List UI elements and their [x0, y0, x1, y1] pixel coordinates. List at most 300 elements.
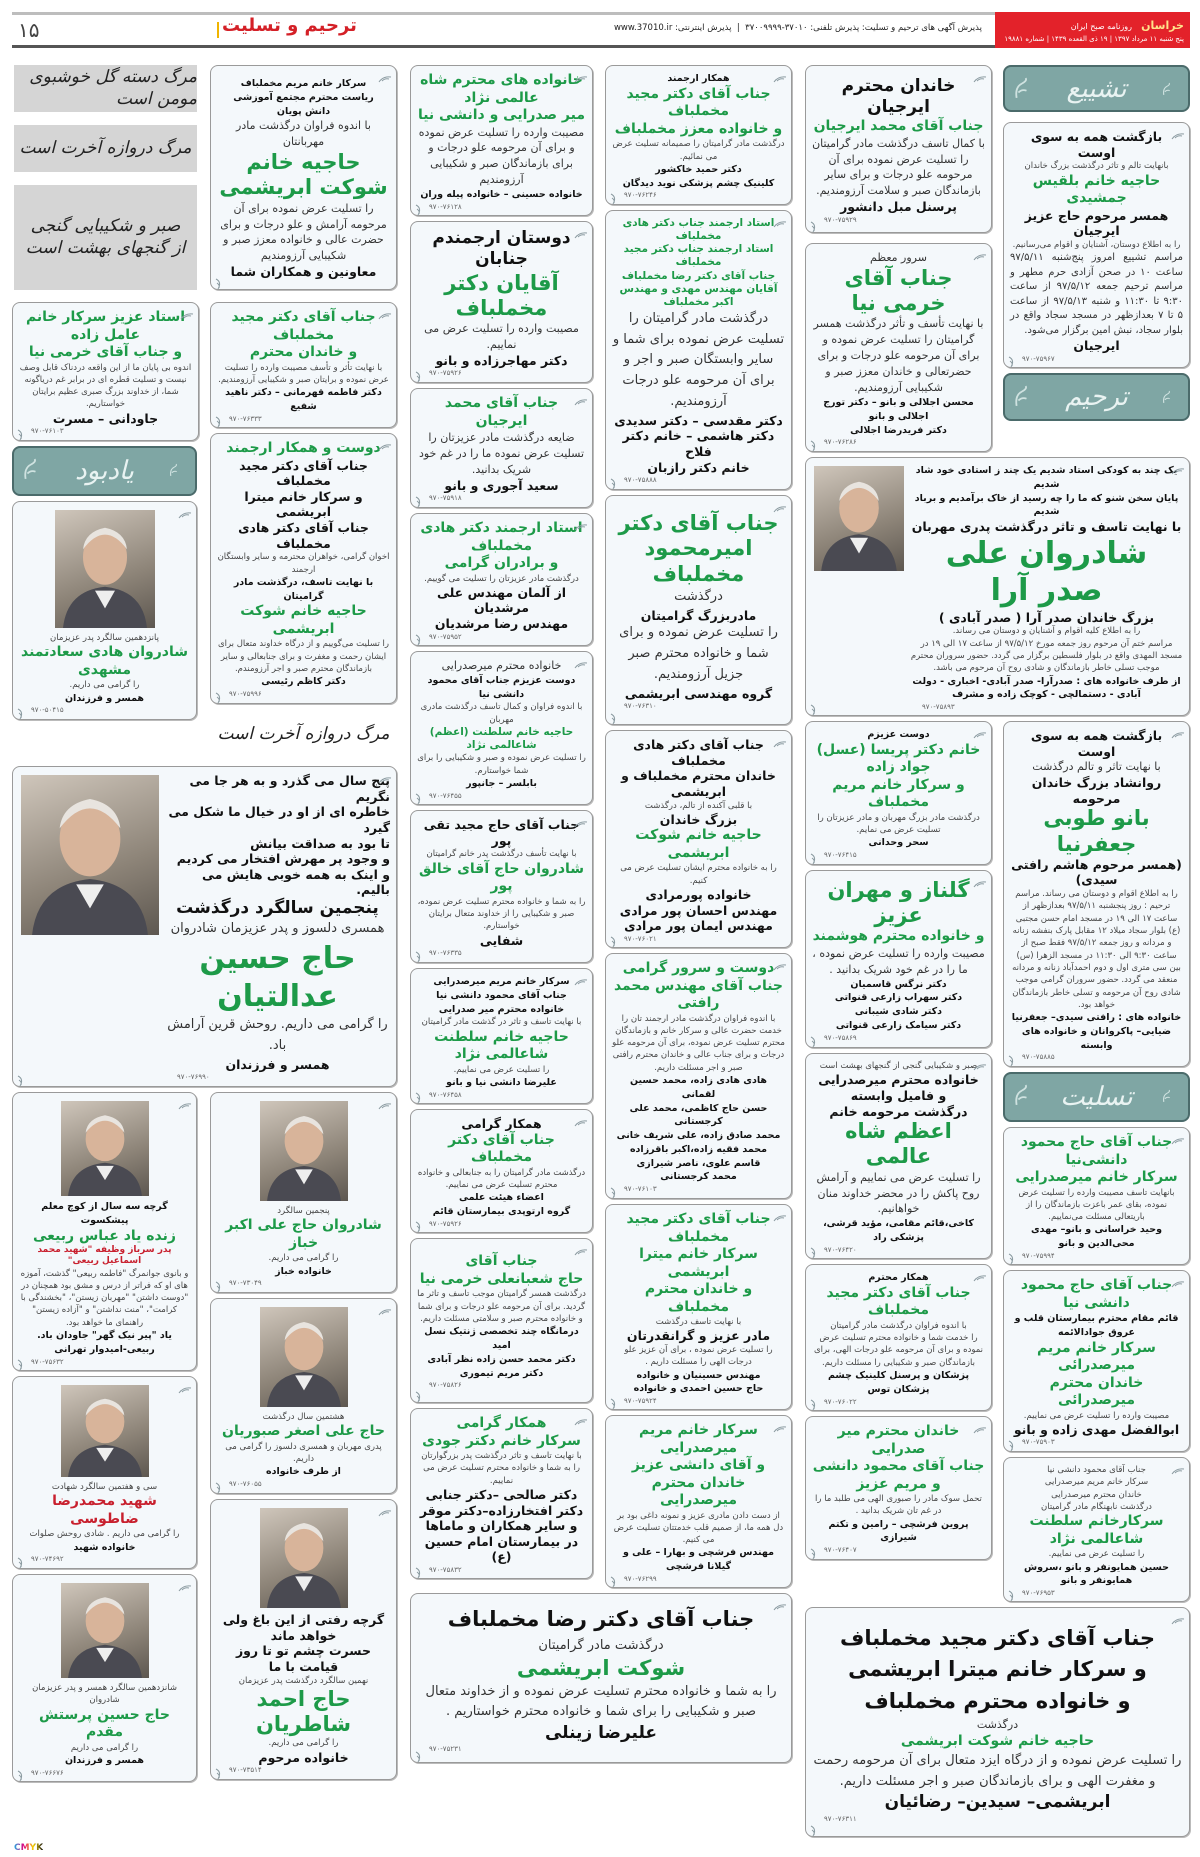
ad-code: ۹۷۰-۷۶۶۷۶: [31, 1768, 64, 1777]
notice-line: و وجود پر مهرش افتخار می کردیم: [176, 851, 390, 867]
banner-title: تشییع: [1066, 73, 1127, 104]
condolence-notice: [410, 65, 593, 216]
notice-line: جناب آقای: [465, 1253, 538, 1270]
section-banner: [1003, 373, 1190, 421]
portrait-photo: [260, 1508, 348, 1608]
condolence-notice: [210, 1092, 397, 1293]
quote-line: مرگ دروازه آخرت است: [217, 724, 390, 745]
notice-line: را گرامی می داریم.: [69, 680, 140, 691]
notice-line: با کمال تاسف درگذشت مادر گرامیتان را تسلیت عرض نموده برای آن مرحومه علو درجات و برای سایر بازماندگان صبر و سلامت آرزومندیم.: [812, 136, 985, 198]
floral-ornament-icon: [1007, 1052, 1017, 1064]
condolence-notice: [805, 1416, 992, 1560]
notice-line: سرکار خانم مریم میرصدرائی: [1037, 1339, 1156, 1374]
notice-line: خانواده حسینی – خانواده پیله وران: [420, 189, 583, 201]
notice-line: را گرامی می داریم.: [268, 1253, 339, 1264]
notice-line: دکتر مریم تیموری: [459, 1367, 544, 1379]
floral-ornament-icon: [1156, 73, 1178, 87]
notice-line: ابوالفضل مهدی زاده و بانو: [1013, 1421, 1180, 1437]
notice-line: و خاندان محترم: [249, 344, 358, 360]
floral-ornament-icon: [378, 1301, 392, 1309]
notice-line: را خدمت شما و خانواده محترم تسلیت عرض نموده و برای آن مرحومه علو درجات الهی، برای بازماندگان صبر و شکیبایی را مسئلت داریم.: [813, 1333, 984, 1368]
notice-line: و مریم عزیز: [856, 1475, 941, 1492]
notice-line: خانم دکتر پریسا (عسل) جواد زاده: [816, 741, 981, 776]
section-divider: [217, 22, 219, 38]
floral-ornament-icon: [16, 426, 26, 438]
notice-line: بزرگ خاندان صدر آرا ( صدر آبادی ): [938, 609, 1155, 625]
floral-ornament-icon: [609, 1395, 619, 1407]
submission-info: پذیرش آگهی های ترحیم و تسلیت: پذیرش تلفنی: ۳۷۰۱۰-۳۷۰۰۹۹۹۹ | پذیرش اینترنتی: www.37010.ir: [613, 23, 982, 33]
floral-ornament-icon: [609, 475, 619, 487]
notice-line: سرور معظم: [870, 251, 927, 264]
notice-line: مصیبت وارده را تسلیت عرض می نماییم.: [424, 321, 579, 351]
notice-line: هادی هادی زاده، محمد حسین لقمانی: [629, 1075, 768, 1100]
notice-line: سرکار خانم مریم مخملباف: [240, 78, 367, 90]
notice-line: خانواده خباز: [275, 1265, 332, 1277]
notice-line: را به اطلاع کلیه اقوام و آشنایان و دوستان می رساند.: [952, 626, 1141, 637]
notice-line: درگذشت مادر گرامیتان را تسلیت عرض نموده برای شما و سایر وابستگان صبر و اجر و برای آن مرحومه علو درجات آرزومندیم.: [612, 310, 785, 410]
notice-line: درگذشت: [976, 1718, 1019, 1732]
notice-line: و سرکار خانم مریم مخملباف: [832, 776, 965, 811]
ad-code: ۹۷۰-۷۶۴۰۷: [824, 1546, 857, 1555]
notice-line: مهندس فرشچی و بهارا – علی و گیلانا فرشچی: [622, 1547, 775, 1573]
floral-ornament-icon: [973, 1056, 987, 1064]
notice-line: شوکت ابریشمی: [219, 175, 388, 200]
ad-code: ۹۷۰-۷۳۰۴۹: [229, 1279, 262, 1288]
notice-line: ابریشمی– سیدین– رضائیان: [884, 1792, 1111, 1813]
notice-line: از طرف خانواده: [266, 1466, 341, 1478]
quote-box: [14, 125, 197, 172]
ad-code: ۹۷۰-۷۶۳۳۳: [229, 414, 262, 423]
floral-ornament-icon: [214, 275, 224, 287]
floral-ornament-icon: [809, 850, 819, 862]
floral-ornament-icon: [809, 1033, 819, 1045]
notice-line: محسن اجلالی و بانو – دکتر تورج اجلالی و بانو: [823, 397, 974, 422]
floral-ornament-icon: [1156, 381, 1178, 395]
notice-line: دوست عزیزم: [867, 729, 930, 740]
notice-line: و سایر همکاران و ماماها: [425, 1518, 578, 1534]
ad-code: ۹۷۰-۷۵۸۳۲: [429, 1566, 462, 1575]
condolence-notice: [210, 302, 397, 428]
notice-line: را تسلیت عرض نموده برای آن مرحومه آرامش و علو درجات و برای حضرت عالی و خانواده معزز صبر و شکیبایی آرزومندیم: [220, 201, 387, 263]
floral-ornament-icon: [773, 498, 787, 506]
floral-ornament-icon: [378, 769, 392, 777]
notice-line: معاونین و همکاران شما: [230, 264, 377, 280]
notice-line: شهید محمدرضا ضاطوسی: [52, 1493, 157, 1527]
notice-line: مهندس حسینیان و خانواده: [636, 1369, 761, 1381]
web-info[interactable]: پذیرش اینترنتی: www.37010.ir: [613, 23, 732, 33]
notice-line: حسرت چشم تو تا روز قیامت با ما: [235, 1643, 372, 1674]
notice-line: همکار گرامی: [461, 1116, 542, 1131]
ad-code: ۹۷۰-۷۵۸۸۵: [1022, 1053, 1055, 1062]
floral-ornament-icon: [773, 733, 787, 741]
notice-line: یاد "پیر نیک گهر" جاودان باد.: [37, 1330, 172, 1342]
floral-ornament-icon: [609, 1184, 619, 1196]
floral-ornament-icon: [1007, 1587, 1017, 1599]
notice-line: همسری دلسوز و پدر عزیزمان شادروان: [170, 921, 385, 937]
notice-line: تحمل سوک مادر را صبوری الهی می طلبد ما را در غم تان شریک بدانید .: [815, 1494, 982, 1517]
notice-line: ضیایی– پاکروانان و خانواده های وابسته: [1021, 1025, 1172, 1051]
floral-ornament-icon: [163, 454, 185, 468]
ad-code: ۹۷۰-۷۶۲۴۶: [624, 191, 657, 200]
ad-code: ۹۷۰-۷۶۱۲۸: [429, 203, 462, 212]
notice-line: قاسم علوی، ناصر شیرازی: [636, 1157, 761, 1169]
ad-code: ۹۷۰-۷۳۵۱۴: [229, 1766, 262, 1775]
floral-ornament-icon: [1156, 1080, 1178, 1094]
notice-line: را تسلیت عرض نموده ، برای آن عزیز علو درجات الهی را مسئلت داریم .: [624, 1344, 773, 1368]
notice-line: جناب آقای دکتر رضا مخملباف: [621, 269, 776, 282]
portrait-photo: [61, 1583, 149, 1678]
portrait-photo: [814, 466, 904, 571]
ad-code: ۹۷۰-۷۶۳۳۵: [429, 949, 462, 958]
floral-ornament-icon: [574, 68, 588, 76]
ad-code: ۹۷۰-۷۵۸۲۶: [429, 1381, 462, 1390]
newspaper-slogan: روزنامه صبح ایران: [1070, 22, 1133, 31]
notice-line: استاد عزیز سرکار خانم عامل زاده: [25, 309, 186, 343]
floral-ornament-icon: [214, 1479, 224, 1491]
floral-ornament-icon: [1171, 125, 1185, 133]
condolence-notice: [1003, 1127, 1190, 1265]
notice-line: دکتر مهاجرزاده و بانو: [435, 352, 568, 368]
notice-line: با اندوه فراوان درگذشت مادر ارجمند تان را خدمت حضرت عالی و سرکار خانم و بازماندگان محترم تسلیت عرض نموده، برای آن مرحومه علو درجات و برای جناب عالی و خاندان محترم رافتی صبر و اجر مسئلت داریم.: [612, 1013, 785, 1073]
notice-line: و سرکار خانم میترا ابریشمی: [244, 488, 363, 520]
floral-ornament-icon: [809, 701, 819, 713]
notice-line: دوستان ارجمندم جنابان: [432, 228, 571, 270]
portrait-photo: [61, 1101, 149, 1196]
notice-line: با اندوه فراوان و کمال تاسف درگذشت مادری مهربان: [420, 702, 583, 725]
notice-line: مادربزرگ گرامیتان: [640, 607, 757, 623]
notice-line: سرکار خانم مریم میرصدرایی: [433, 976, 570, 987]
notice-line: را تسلیت عرض نموده و از درگاه ایزد متعال برای آن مرحومه رحمت و مغفرت الهی و برای بازماندگان صبر و اجر مسئلت داریم.: [813, 1752, 1182, 1789]
ad-code: ۹۷۰-۷۵۹۶۷: [1022, 354, 1055, 363]
ad-code: ۹۷۰-۷۶۲۹۹: [624, 1574, 657, 1583]
notice-line: قائم مقام محترم بیمارستان قلب و عروق جوادالائمه: [1014, 1313, 1179, 1338]
condolence-notice: [805, 65, 992, 233]
notice-line: بابلسر – جانپور: [466, 777, 537, 789]
notice-line: دکتر حمید خاکشور: [655, 163, 742, 175]
floral-ornament-icon: [1007, 1250, 1017, 1262]
floral-ornament-icon: [574, 1241, 588, 1249]
notice-line: مراسم تشییع امروز پنج‌شنبه ۹۷/۵/۱۱ ساعت ۱۰ در صحن آزادی حرم مطهر و مراسم ترحیم جمعه ۹۷/۵/۱۲ از ساعت ۹:۳۰ تا ۱۱:۳۰ و شنبه ۹۷/۵/۱۳ از ساعت ۵ تا ۷ بعدازظهر در مسجد سجاد واقع در بلوار سجاد، نبش امین برگزار می‌شود.: [1010, 252, 1184, 336]
notice-line: بانو طوبی جعفرنیا: [1043, 806, 1150, 856]
notice-line: در بیمارستان امام حسین (ع): [424, 1533, 579, 1565]
ad-code: ۹۷۰-۷۵۹۱۸: [429, 494, 462, 503]
condolence-notice: [410, 651, 593, 805]
notice-line: پدری مهربان و همسری دلسوز را گرامی می داریم.: [225, 1441, 382, 1465]
condolence-notice: [410, 1238, 593, 1403]
notice-line: درگذشت همسر گرامیتان موجب تاسف و تاثر ما گردید. برای آن مرحومه علو درجات و برای شما و خانواده محترم صبر و سلامتی مسئلت داریم.: [417, 1289, 586, 1324]
notice-line: اندوه بی پایان ما از این واقعه دردناک قابل وصف نیست و تسلیت قطره ای در برابر غم دریاگونه شما، از خداوند بزرگ صبری عظیم برایتان خواستاریم.: [19, 362, 192, 410]
notice-line: مصیبت وارده را تسلیت عرض نموده ، ما را در غم خود شریک بدانید .: [812, 946, 985, 976]
floral-ornament-icon: [973, 873, 987, 881]
floral-ornament-icon: [973, 246, 987, 254]
ad-code: ۹۷۰-۷۵۹۰۳: [1022, 1438, 1055, 1447]
floral-ornament-icon: [178, 1095, 192, 1103]
notice-line: جناب آقای خرمی نیا: [844, 265, 953, 316]
notice-line: دکتر فریدرضا اجلالی: [850, 424, 947, 436]
floral-ornament-icon: [16, 705, 26, 717]
floral-ornament-icon: [973, 724, 987, 732]
notice-line: و آقای دانشی عزیز: [631, 1457, 766, 1473]
notice-line: را تسلیت عرض نموده و برای شما و خانواده محترم صبر جزیل آرزومندیم.: [619, 625, 778, 682]
notice-line: مادر عزیز و گرانقدرتان: [626, 1328, 771, 1344]
ad-code: ۹۷۰-۵۰۴۱۵: [31, 706, 64, 715]
ad-code: ۹۷۰-۷۵۹۲۹: [824, 215, 857, 224]
notice-line: حسین همایونفر و بانو ،سروش همایونفر و بانو: [1024, 1561, 1169, 1587]
ad-code: ۹۷۰-۷۴۶۹۲: [31, 1555, 64, 1564]
notice-line: مهندس رضا مرشدیان: [434, 616, 569, 632]
notice-line: از طرف خانواده های : صدرآرا- صدر آبادی- اخباری - دولت آبادی - دستمالچی - کوچک زاده و مشرف: [912, 675, 1181, 701]
notice-line: همسر و فرزندان: [64, 692, 145, 704]
notice-line: حاجیه خانم: [246, 150, 361, 175]
notice-line: جناب آقای محمود دانشی: [812, 1458, 985, 1474]
floral-ornament-icon: [378, 1502, 392, 1510]
notice-line: با قلبی آکنده از تالم، درگذشت: [644, 800, 753, 811]
floral-ornament-icon: [178, 1577, 192, 1585]
floral-ornament-icon: [1171, 724, 1185, 732]
condolence-notice: [210, 433, 397, 704]
notice-line: را گرامی می داریم. روحش قرین آرامش باد.: [167, 1017, 388, 1053]
floral-ornament-icon: [574, 516, 588, 524]
floral-ornament-icon: [574, 224, 588, 232]
notice-line: با نهایت تأثر و تأسف مصیبت وارده را تسلیت عرض نموده و برایتان صبر و شکیبایی آرزومندیم.: [218, 362, 389, 385]
floral-ornament-icon: [809, 437, 819, 449]
ad-code: ۹۷۰-۷۶۳۱۱: [824, 1814, 857, 1823]
floral-ornament-icon: [22, 456, 40, 482]
condolence-notice: [410, 810, 593, 963]
notice-line: درگذشت مادر بزرگ مهربان و مادر عزیزتان را تسلیت عرض می نمایم.: [817, 812, 980, 836]
notice-line: را گرامی می داریم: [70, 1742, 139, 1753]
condolence-notice: [410, 968, 593, 1104]
notice-line: سی و هفتمین سالگرد شهادت: [51, 1482, 158, 1492]
notice-line: جناب آقای دکتر مجید مخملباف: [231, 309, 376, 343]
ad-code: ۹۷۰-۷۶۰۲۱: [624, 934, 657, 943]
notice-line: حاجیه خانم شوکت ابریشمی: [240, 603, 367, 637]
floral-ornament-icon: [414, 790, 424, 802]
condolence-notice: [410, 513, 593, 646]
ad-code: ۹۷۰-۷۵۹۵۲: [429, 632, 462, 641]
notice-line: همکار گرامی: [456, 1415, 547, 1431]
floral-ornament-icon: [1171, 1273, 1185, 1281]
notice-line: حاج حسین احمدی و خانواده: [633, 1383, 764, 1395]
notice-line: جناب آقای دکتر مجید مخملباف: [826, 1284, 971, 1319]
notice-line: با اندوه فراوان درگذشت مادر مهربانتان: [236, 119, 371, 149]
ad-code: ۹۷۰-۷۶۴۵۸: [429, 1090, 462, 1099]
notice-line: تا بود به صداقت بیانش: [250, 835, 390, 851]
floral-ornament-icon: [414, 1564, 424, 1576]
floral-ornament-icon: [609, 933, 619, 945]
ad-code: ۹۷۰-۷۵۹۲۶: [429, 369, 462, 378]
notice-line: بانهایت تالم و تاثر درگذشت بزرگ خاندان: [1024, 161, 1169, 172]
notice-line: سعید آجوری و بانو: [444, 477, 559, 493]
notice-line: درگذشت مادر گرامیتان را صمیمانه تسلیت عرض می نمائیم.: [612, 139, 785, 162]
floral-ornament-icon: [773, 1596, 787, 1604]
notice-line: صبر و شکیبایی گنجی از گنجهای بهشت است: [819, 1061, 978, 1071]
notice-line: را به شما و خانواده محترم تسلیت عرض نموده، صبر و شکیبایی را از خداوند متعال برایتان خواستارم.: [417, 896, 586, 932]
ad-code: ۹۷۰-۷۶۳۱۰: [624, 702, 657, 711]
notice-line: پروین فرشچی – رامین و تکتم شیرازی: [828, 1518, 969, 1544]
notice-line: سرکار خانم مریم میرصدرایی: [1044, 1477, 1149, 1488]
condolence-notice: [410, 221, 593, 383]
ad-code: ۹۷۰-۷۶۰۲۲: [824, 1397, 857, 1406]
floral-ornament-icon: [574, 654, 588, 662]
floral-ornament-icon: [574, 1112, 588, 1120]
floral-ornament-icon: [574, 971, 588, 979]
notice-line: درمانگاه چند تخصصی ژنتیک نسل امید: [424, 1326, 579, 1351]
notice-line: را تسلیت عرض می نماییم.: [453, 1064, 550, 1075]
condolence-notice: [605, 953, 792, 1199]
notice-line: اعظم شاه عالمی: [845, 1119, 952, 1169]
floral-ornament-icon: [1171, 1130, 1185, 1138]
section-banner: [1003, 65, 1190, 112]
floral-ornament-icon: [178, 504, 192, 512]
notice-line: هشتمین سال درگذشت: [262, 1412, 345, 1422]
notice-line: خاندان محترم میرصدرائی: [1049, 1374, 1144, 1409]
condolence-notice: [12, 1092, 197, 1371]
notice-line: گروه مهندسی ابریشمی: [624, 685, 773, 701]
notice-line: دکتر فاطمه قهرمانی – دکتر ناهید شفیع: [225, 387, 382, 412]
floral-ornament-icon: [973, 68, 987, 76]
quote-line: مرگ دروازه آخرت است: [19, 137, 192, 158]
notice-line: حاج احمد شاطریان: [255, 1686, 352, 1736]
notice-line: دوست و سرور گرامی: [622, 960, 775, 976]
notice-line: شفایی: [479, 932, 524, 948]
ad-code: ۹۷۰-۷۶۱۰۳: [624, 1185, 657, 1194]
notice-line: مهندس ایمان پور مرادی: [624, 918, 773, 934]
notice-line: وحید خراسانی و بانو– مهدی محی‌الدین و بانو: [1030, 1224, 1163, 1250]
notice-line: محمد کرجستانی: [660, 1171, 737, 1183]
notice-line: و خانواده محترم هوشمند: [812, 928, 985, 945]
notice-line: با اندوه فراوان درگذشت مادر گرامیتان: [830, 1320, 967, 1331]
portrait-photo: [21, 775, 159, 935]
notice-line: و سرکار خانم میترا ابریشمی: [848, 1657, 1147, 1682]
notice-line: را به اطلاع دوستان، آشنایان و اقوام می‌رسانیم.: [1012, 239, 1181, 250]
notice-line: با نهایت تاسف و تاثر در گذشت مادر گرامیتان: [421, 1017, 582, 1028]
notice-line: محمد فقیه زاده،اکبر باقرزاده: [629, 1143, 768, 1155]
notice-line: ضایعه درگذشت مادر عزیزتان را تسلیت عرض نموده ما را در غم خود شریک بدانید.: [418, 431, 585, 476]
notice-line: حاجیه خانم شوکت ابریشمی: [900, 1733, 1095, 1750]
portrait-photo: [260, 1101, 348, 1201]
notice-line: آقایان دکتر مخملباف: [444, 270, 559, 320]
quote-line: از گنجهای بهشت است: [25, 237, 186, 258]
notice-line: جناب آقای دکتر مخملباف: [448, 1131, 555, 1166]
floral-ornament-icon: [1013, 383, 1031, 409]
condolence-notice: [210, 65, 397, 290]
ad-code: ۹۷۰-۷۶۴۲۰: [824, 1245, 857, 1254]
banner-title: ترحیم: [1065, 382, 1128, 412]
notice-line: حاجیه خانم سلطنت (اعظم) شاعالمی نژاد: [429, 726, 574, 752]
floral-ornament-icon: [773, 68, 787, 76]
ad-code: ۹۷۰-۷۵۹۹۴: [1022, 1251, 1055, 1260]
notice-line: جناب آقای دکتر مجید مخملباف: [239, 457, 368, 489]
notice-line: شادروان علی صدر آرا: [945, 535, 1148, 609]
notice-line: خاندان محترم میر صدرایی: [837, 1423, 960, 1457]
notice-line: سرکارخانم سلطنت شاعالمی نژاد: [1029, 1513, 1164, 1547]
floral-ornament-icon: [180, 305, 194, 313]
ad-code: ۹۷۰-۷۵۸۸۸: [624, 476, 657, 485]
portrait-photo: [61, 1385, 149, 1477]
notice-line: دانش پویان: [276, 105, 331, 117]
notice-line: گرچه سه سال از کوچ معلم پیشکسوت: [41, 1201, 168, 1226]
notice-line: خانواده محترم میرصدرایی: [818, 1072, 979, 1088]
notice-line: با نهایت تأسف و تأثر درگذشت همسر گرامیتان را تسلیت عرض نموده و برای آن مرحومه علو درجات و برای حضرتعالی و خاندان معزز صبر و شکیبایی آرزومندیم.: [813, 317, 984, 395]
floral-ornament-icon: [1007, 1437, 1017, 1449]
notice-line: خاندان محترم میرصدرایی: [1051, 1489, 1142, 1500]
floral-ornament-icon: [973, 1419, 987, 1427]
notice-line: زنده یاد عباس ربیعی: [33, 1227, 176, 1244]
notice-line: جناب آقای دکتر مجید مخملباف: [626, 85, 771, 120]
floral-ornament-icon: [773, 213, 787, 221]
section-banner: [1003, 1072, 1190, 1122]
notice-line: میر صدرایی و دانشی نیا: [417, 107, 586, 123]
floral-ornament-icon: [1007, 353, 1017, 365]
floral-ornament-icon: [214, 689, 224, 701]
condolence-notice: [605, 65, 792, 205]
notice-line: جاودانی – مسرت: [52, 410, 159, 426]
notice-line: حاجیه خانم شوکت ابریشمی: [635, 827, 762, 861]
notice-line: کلینیک چشم پزشکی نوید دیدگان: [622, 177, 775, 189]
floral-ornament-icon: [414, 1218, 424, 1230]
condolence-notice: [410, 1109, 593, 1233]
notice-line: (همسر مرحوم هاشم رافتی سیدی): [1011, 856, 1182, 888]
notice-line: دکتر افتخارزاده–دکتر موقر: [419, 1502, 584, 1518]
ad-code: ۹۷۰-۷۵۲۳۱: [429, 1745, 462, 1754]
floral-ornament-icon: [1013, 75, 1031, 101]
notice-line: خاطره ای از او در خیال ما شکل می گیرد: [168, 804, 390, 835]
notice-line: دکتر مقدسی – دکتر سدیدی: [614, 412, 783, 428]
quote-box: [14, 65, 197, 112]
notice-line: همسر و فرزندان: [225, 1056, 330, 1072]
floral-ornament-icon: [1171, 1610, 1185, 1618]
notice-line: خاندان محترم مخملباف و ابریشمی: [621, 768, 776, 799]
issue-date: پنج شنبه ۱۱ مرداد ۱۳۹۷ | ۱۹ ذی القعده ۱۴۳۹ | شماره ۱۹۸۸۱: [1004, 35, 1184, 43]
notice-line: خاندان محترم میرصدرایی: [651, 1474, 746, 1508]
floral-ornament-icon: [1013, 1082, 1031, 1108]
quote-box: [14, 185, 197, 290]
cmyk-label: CMYK: [14, 1843, 44, 1853]
floral-ornament-icon: [809, 1396, 819, 1408]
notice-line: و فامیل وابسته: [850, 1087, 947, 1103]
newspaper-masthead: [995, 12, 1190, 48]
page-header: [12, 12, 1190, 48]
notice-line: خانواده های محترم شاه عالمی نژاد: [420, 72, 583, 106]
ad-code: ۹۷۰-۷۵۹۲۴: [624, 1397, 657, 1406]
notice-line: مصیبت وارده را تسلیت عرض می نماییم.: [1023, 1410, 1170, 1421]
notice-line: جناب آقای محمد ایرجیان: [444, 395, 559, 429]
notice-line: همکار ارجمند: [667, 73, 730, 84]
condolence-notice: [805, 870, 992, 1048]
notice-line: اخوان گرامی، خواهران محترمه و سایر وابستگان ارجمند: [217, 552, 390, 575]
notice-line: صبر و شکیبایی را برای شما و خانواده محترم خواستاریم .: [445, 1704, 757, 1720]
ad-code: ۹۷۰-۷۶۲۸۶: [824, 438, 857, 447]
notice-line: از آلمان مهندس علی مرشدیان: [436, 584, 567, 616]
floral-ornament-icon: [1171, 460, 1185, 468]
notice-line: را تسلیت عرض نموده و صبر و شکیبایی را برای شما خواستارم.: [417, 753, 586, 776]
notice-line: خانواده محترم میر صدرایی: [438, 1003, 565, 1015]
notice-line: همسر مرحوم حاج عزیز ایرجیان: [1024, 207, 1169, 239]
notice-line: پدر سرباز وظیفه "شهید محمد اسماعیل ربیعی": [37, 1245, 172, 1267]
notice-line: جناب آقای محمود دانشی نیا: [1047, 1465, 1146, 1475]
notice-line: و خانواده محترم مخملباف: [864, 1688, 1131, 1713]
notice-line: خانواده محترم میرصدرایی: [441, 659, 562, 672]
floral-ornament-icon: [609, 190, 619, 202]
ad-code: ۹۷۰-۷۶۴۱۵: [824, 851, 857, 860]
floral-ornament-icon: [574, 1411, 588, 1419]
notice-line: جناب آقای دکتر هادی مخملباف: [238, 520, 369, 551]
condolence-notice: [410, 1408, 593, 1579]
floral-ornament-icon: [414, 1089, 424, 1101]
notice-line: خانواده مرحوم: [258, 1749, 349, 1765]
portrait-photo: [260, 1307, 348, 1407]
